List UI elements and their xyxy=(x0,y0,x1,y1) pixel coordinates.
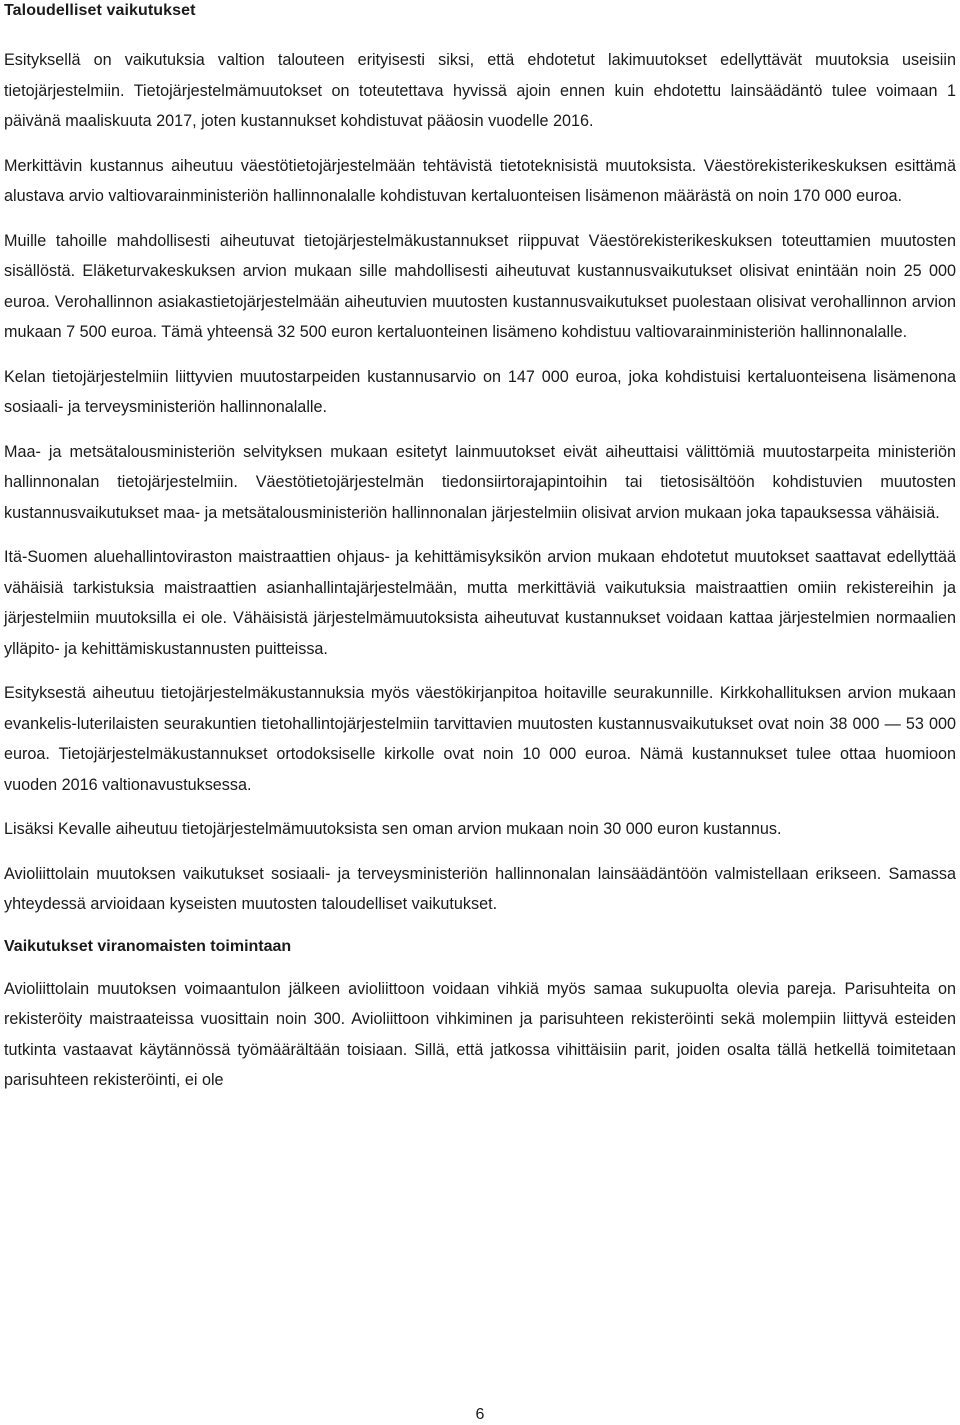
paragraph-authorities: Avioliittolain muutoksen voimaantulon jälkeen avioliittoon voidaan vihkiä myös samaa sukupuolta olevia pareja. Parisuhteita on rekisteröity maistraateissa vuosittain noin 300. Avioliittoon vihkiminen ja parisuhteen rekisteröinti sekä molempiin liittyvä esteiden tutkinta vastaavat käytännössä työmäärältään toisiaan. Sillä, että jatkossa vihittäisiin parit, joiden osalta tällä hetkellä toimitetaan parisuhteen rekisteröinti, ei ole xyxy=(4,979,956,1089)
paragraph-keva: Lisäksi Kevalle aiheutuu tietojärjestelmämuutoksista sen oman arvion mukaan noin 30 000 euron kustannus. xyxy=(4,820,782,838)
paragraph-parishes: Esityksestä aiheutuu tietojärjestelmäkustannuksia myös väestökirjanpitoa hoitaville seurakunnille. Kirkkohallituksen arvion mukaan evankelis-luterilaisten seurakuntien tietohallintojärjestelmiin tarvittavien muutosten kustannusvaikutukset ovat noin 38 000 — 53 000 euroa. Tietojärjestelmäkustannukset ortodoksiselle kirkolle ovat noin 10 000 euroa. Nämä kustannukset tulee ottaa huomioon vuoden 2016 valtionavustuksessa. xyxy=(4,684,956,794)
paragraph-agriculture-ministry: Maa- ja metsätalousministeriön selvityksen mukaan esitetyt lainmuutokset eivät aiheuttaisi välittömiä muutostarpeita ministeriön hallinnonalan tietojärjestelmiin. Väestötietojärjestelmän tiedonsiirtorajapintoihin tai tietosisältöön kohdistuvien muutosten kustannusvaikutukset maa- ja metsätalousministeriön hallinnonalan järjestelmiin olisivat arvion mukaan joka tapauksessa vähäisiä. xyxy=(4,442,956,522)
paragraph-kela: Kelan tietojärjestelmiin liittyvien muutostarpeiden kustannusarvio on 147 000 euroa, joka kohdistuisi kertaluonteisena lisämenona sosiaali- ja terveysministeriön hallinnonalalle. xyxy=(4,367,956,416)
paragraph-regional-agency: Itä-Suomen aluehallintoviraston maistraattien ohjaus- ja kehittämisyksikön arvion mukaan ehdotetut muutokset saattavat edellyttää vähäisiä tarkistuksia maistraattien asianhallintajärjestelmään, mutta merkittäviä vaikutuksia maistraattien omiin rekistereihin ja järjestelmiin muutoksilla ei ole. Vähäisistä järjestelmämuutoksista aiheutuvat kustannukset voidaan kattaa järjestelmien normaalien ylläpito- ja kehittämiskustannusten puitteissa. xyxy=(4,548,956,658)
paragraph-other-parties: Muille tahoille mahdollisesti aiheutuvat tietojärjestelmäkustannukset riippuvat Väestörekisterikeskuksen toteuttamien muutosten sisällöstä. Eläketurvakeskuksen arvion mukaan sille mahdollisesti aiheutuvat kustannusvaikutukset olisivat enintään noin 25 000 euroa. Verohallinnon asiakastietojärjestelmään aiheutuvien muutosten kustannusvaikutukset puolestaan olisivat verohallinnon arvion mukaan 7 500 euroa. Tämä yhteensä 32 500 euron kertaluonteinen lisämeno kohdistuu valtiovarainministeriön hallinnonalalle. xyxy=(4,231,956,341)
page-number: 6 xyxy=(475,1406,485,1423)
document-body xyxy=(4,45,956,1096)
paragraph-intro: Esityksellä on vaikutuksia valtion talouteen erityisesti siksi, että ehdotetut lakimuutokset edellyttävät muutoksia useisiin tietojärjestelmiin. Tietojärjestelmämuutokset on toteutettava hyvissä ajoin ennen kuin ehdotettu lainsäädäntö tulee voimaan 1 päivänä maaliskuuta 2017, joten kustannukset kohdistuvat pääosin vuodelle 2016. xyxy=(4,51,956,130)
paragraph-marriage-act: Avioliittolain muutoksen vaikutukset sosiaali- ja terveysministeriön hallinnonalan lainsäädäntöön valmistellaan erikseen. Samassa yhteydessä arvioidaan kyseisten muutosten taloudelliset vaikutukset. xyxy=(4,864,956,913)
section-heading-authorities: Vaikutukset viranomaisten toimintaan xyxy=(4,937,292,955)
paragraph-population-system: Merkittävin kustannus aiheutuu väestötietojärjestelmään tehtävistä tietoteknisistä muutoksista. Väestörekisterikeskuksen esittämä alustava arvio valtiovarainministeriön hallinnonalalle kohdistuvan kertaluonteisen lisämenon määrästä on noin 170 000 euroa. xyxy=(4,156,956,205)
section-heading-financial: Taloudelliset vaikutukset xyxy=(4,2,196,19)
